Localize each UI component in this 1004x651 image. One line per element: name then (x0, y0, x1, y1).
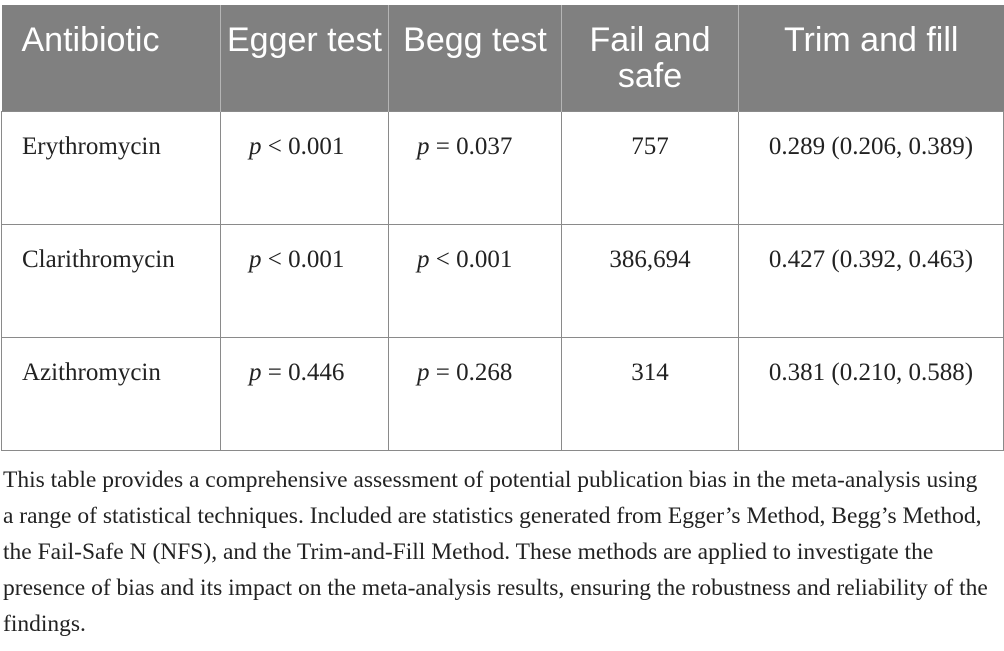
fail-safe-value: 757 (631, 133, 669, 160)
begg-value (389, 225, 561, 278)
egger-p-value: = 0.446 (261, 359, 345, 386)
begg-p-value: = 0.268 (429, 359, 513, 386)
p-symbol: p (417, 359, 430, 386)
table-footnote: This table provides a comprehensive assessment of potential publication bias in the meta-analysis using a range of statistical techniques. Included are statistics generated from Egger’s Method, Begg’s Method, the Fail-Safe N (NFS), and the Trim-and-Fill Method. These methods are applied to investigate the presence of bias and its impact on the meta-analysis results, ensuring the robustness and reliability of the findings. (3, 467, 988, 637)
egger-value (221, 112, 388, 165)
begg-p-value: < 0.001 (429, 246, 513, 273)
trim-fill-value: 0.381 (0.210, 0.588) (768, 359, 974, 386)
cell-antibiotic (2, 112, 221, 225)
egger-value (221, 338, 388, 391)
trim-fill-value: 0.427 (0.392, 0.463) (768, 246, 974, 273)
egger-p-value: < 0.001 (261, 133, 345, 160)
begg-p-value: = 0.037 (429, 133, 513, 160)
antibiotic-name: Erythromycin (22, 133, 161, 160)
antibiotic-name: Azithromycin (22, 359, 161, 386)
table-row (2, 225, 1004, 338)
header-trim-and-fill-label: Trim and fill (784, 21, 959, 59)
header-fail-and-safe-label: Fail and safe (589, 21, 711, 95)
cell-fail-safe (562, 225, 739, 338)
cell-antibiotic (2, 338, 221, 451)
p-symbol: p (417, 246, 430, 273)
header-begg-test (389, 5, 562, 112)
cell-egger (221, 338, 389, 451)
p-symbol: p (249, 246, 262, 273)
header-trim-and-fill (739, 5, 1004, 112)
header-antibiotic-label: Antibiotic (21, 21, 160, 59)
table-header-row (2, 5, 1004, 112)
fail-safe-value: 386,694 (609, 246, 691, 273)
cell-egger (221, 112, 389, 225)
egger-value (221, 225, 388, 278)
p-symbol: p (417, 133, 430, 160)
trim-fill-value: 0.289 (0.206, 0.389) (768, 133, 974, 160)
cell-begg (389, 112, 562, 225)
cell-trim-fill (739, 112, 1004, 225)
publication-bias-table (1, 5, 1004, 451)
cell-antibiotic (2, 225, 221, 338)
table-container (0, 5, 1004, 451)
cell-begg (389, 225, 562, 338)
egger-p-value: < 0.001 (261, 246, 345, 273)
begg-value (389, 338, 561, 391)
header-fail-and-safe (562, 5, 739, 112)
header-antibiotic (2, 5, 221, 112)
header-egger-test-label: Egger test (227, 21, 382, 59)
p-symbol: p (249, 133, 262, 160)
cell-fail-safe (562, 112, 739, 225)
cell-egger (221, 225, 389, 338)
cell-begg (389, 338, 562, 451)
begg-value (389, 112, 561, 165)
table-row (2, 338, 1004, 451)
p-symbol: p (249, 359, 262, 386)
cell-trim-fill (739, 338, 1004, 451)
fail-safe-value: 314 (631, 359, 669, 386)
antibiotic-name: Clarithromycin (22, 246, 175, 273)
header-begg-test-label: Begg test (403, 21, 547, 59)
cell-fail-safe (562, 338, 739, 451)
table-row (2, 112, 1004, 225)
cell-trim-fill (739, 225, 1004, 338)
header-egger-test (221, 5, 389, 112)
